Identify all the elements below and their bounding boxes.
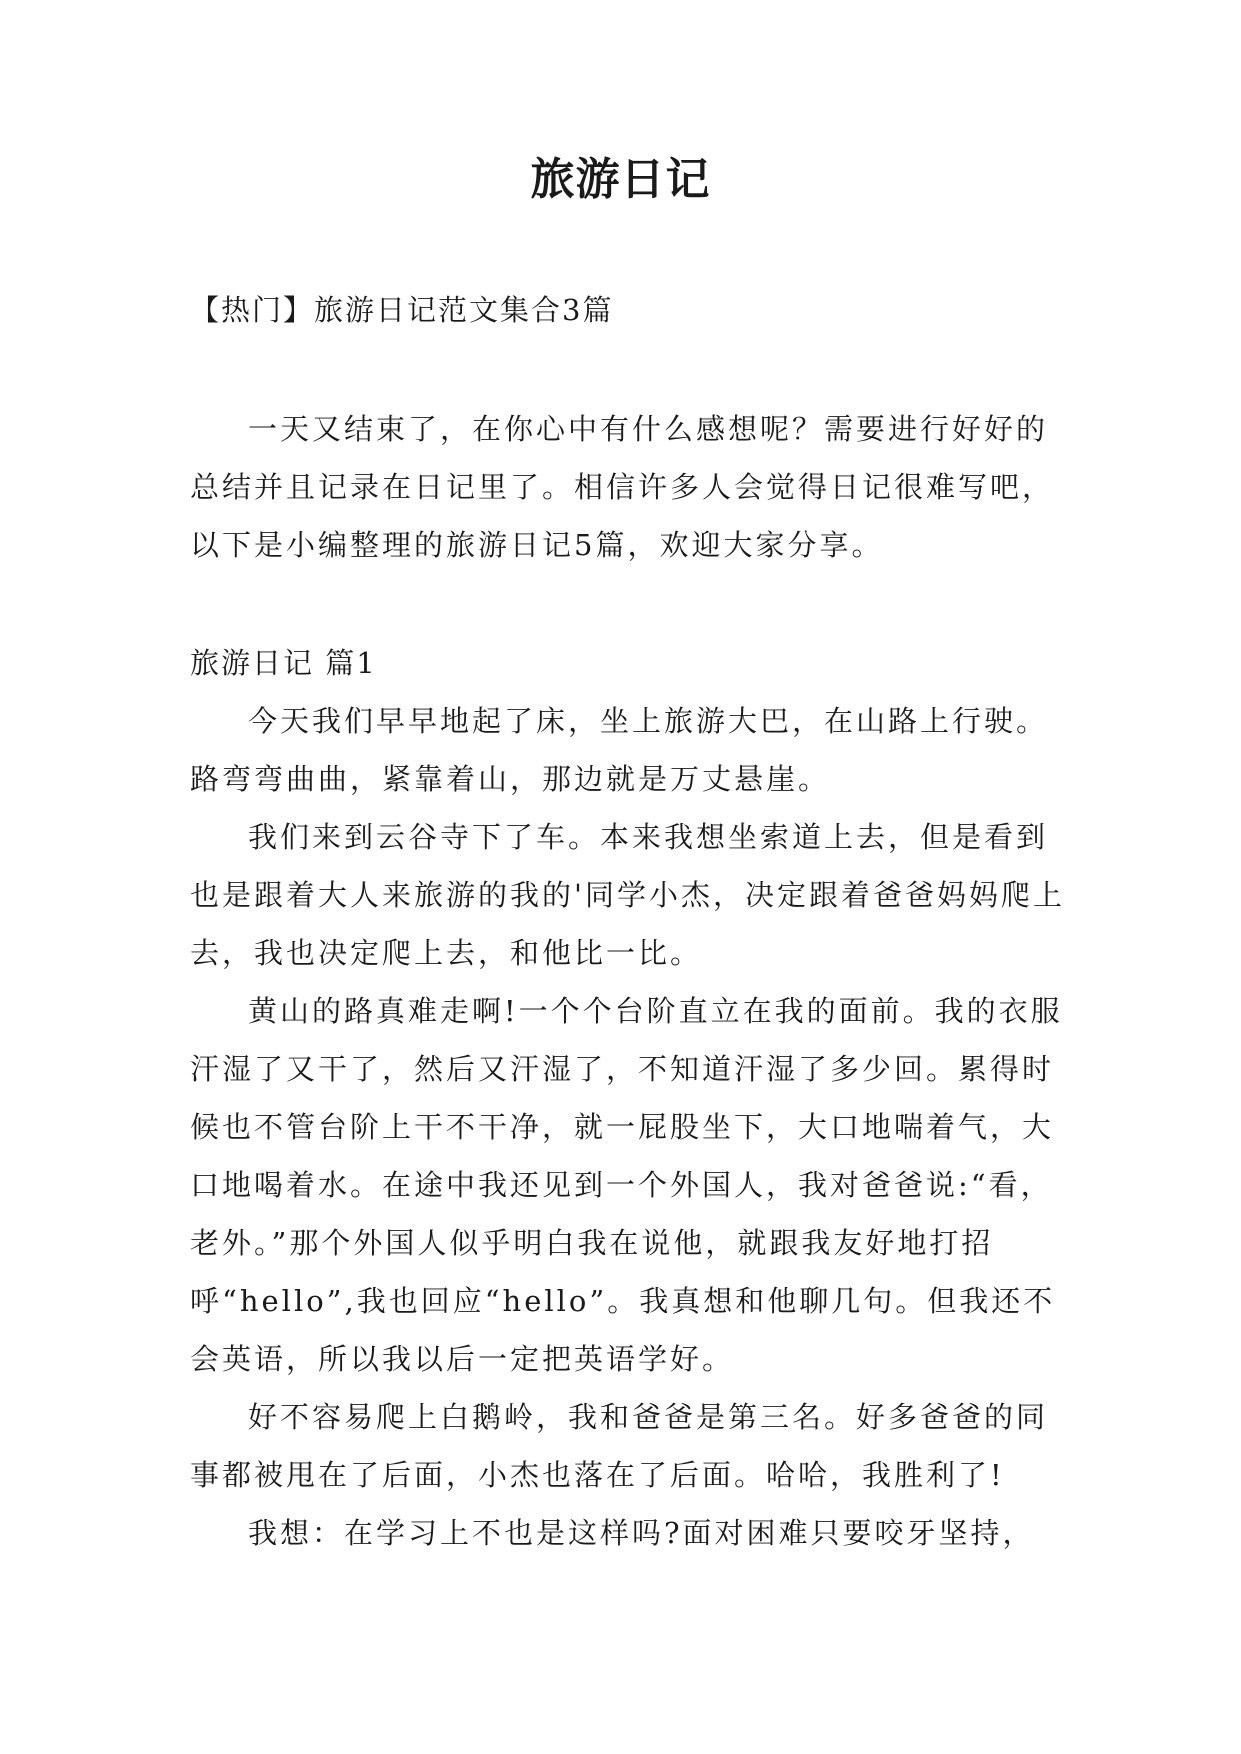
diary-paragraph-4: 好不容易爬上白鹅岭，我和爸爸是第三名。好多爸爸的同事都被甩在了后面，小杰也落在了后面。哈哈，我胜利了! xyxy=(190,1400,1049,1492)
document-title: 旅游日记 xyxy=(530,154,711,205)
diary-paragraph-3: 黄山的路真难走啊!一个个台阶直立在我的面前。我的衣服汗湿了又干了，然后又汗湿了，不知道汗湿了多少回。累得时候也不管台阶上干不干净，就一屁股坐下，大口地喘着气，大口地喝着水。在途中我还见到一个外国人，我对爸爸说:“看，老外。”那个外国人似乎明白我在说他，就跟我友好地打招呼“hello”,我也回应“hello”。我真想和他聊几句。但我还不会英语，所以我以后一定把英语学好。 xyxy=(190,994,1063,1376)
diary-paragraph-1: 今天我们早早地起了床，坐上旅游大巴，在山路上行驶。路弯弯曲曲，紧靠着山，那边就是万丈悬崖。 xyxy=(190,704,1049,796)
diary-body xyxy=(190,692,1070,1562)
section-heading: 旅游日记 篇1 xyxy=(190,646,377,680)
document-subtitle: 【热门】旅游日记范文集合3篇 xyxy=(190,293,614,327)
diary-paragraph-2: 我们来到云谷寺下了车。本来我想坐索道上去，但是看到也是跟着大人来旅游的我的'同学小杰，决定跟着爸爸妈妈爬上去，我也决定爬上去，和他比一比。 xyxy=(190,820,1065,970)
intro-section xyxy=(190,400,1070,574)
intro-paragraph: 一天又结束了，在你心中有什么感想呢？需要进行好好的总结并且记录在日记里了。相信许多人会觉得日记很难写吧，以下是小编整理的旅游日记5篇，欢迎大家分享。 xyxy=(190,412,1055,562)
diary-paragraph-5: 我想：在学习上不也是这样吗?面对困难只要咬牙坚持， xyxy=(248,1516,1035,1550)
